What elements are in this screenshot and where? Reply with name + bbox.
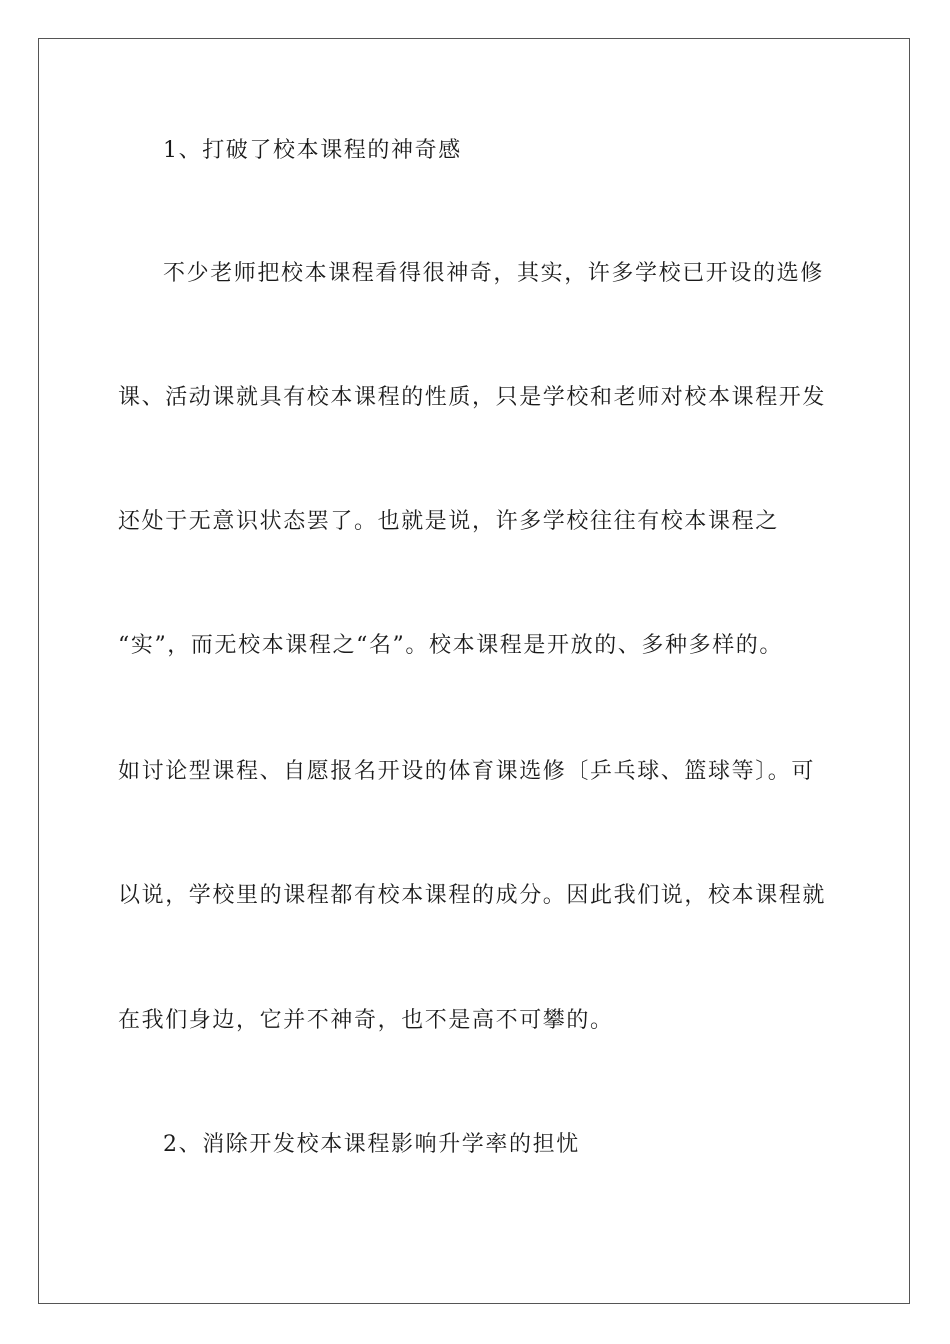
paragraph-line-4: “实”，而无校本课程之“名”。校本课程是开放的、多种多样的。 [118, 633, 783, 658]
paragraph-line-2: 课、活动课就具有校本课程的性质，只是学校和老师对校本课程开发 [118, 385, 827, 410]
page-border [38, 38, 910, 1304]
paragraph-line-5: 如讨论型课程、自愿报名开设的体育课选修〔乒乓球、篮球等〕。可 [118, 759, 816, 784]
section-heading-1: 1、打破了校本课程的神奇感 [163, 138, 462, 163]
paragraph-line-7: 在我们身边，它并不神奇，也不是高不可攀的。 [118, 1008, 614, 1033]
section-heading-2: 2、消除开发校本课程影响升学率的担忧 [163, 1132, 580, 1157]
paragraph-line-6: 以说，学校里的课程都有校本课程的成分。因此我们说，校本课程就 [118, 883, 827, 908]
paragraph-line-3: 还处于无意识状态罢了。也就是说，许多学校往往有校本课程之 [118, 509, 779, 534]
paragraph-line-1: 不少老师把校本课程看得很神奇，其实，许多学校已开设的选修 [163, 261, 824, 286]
